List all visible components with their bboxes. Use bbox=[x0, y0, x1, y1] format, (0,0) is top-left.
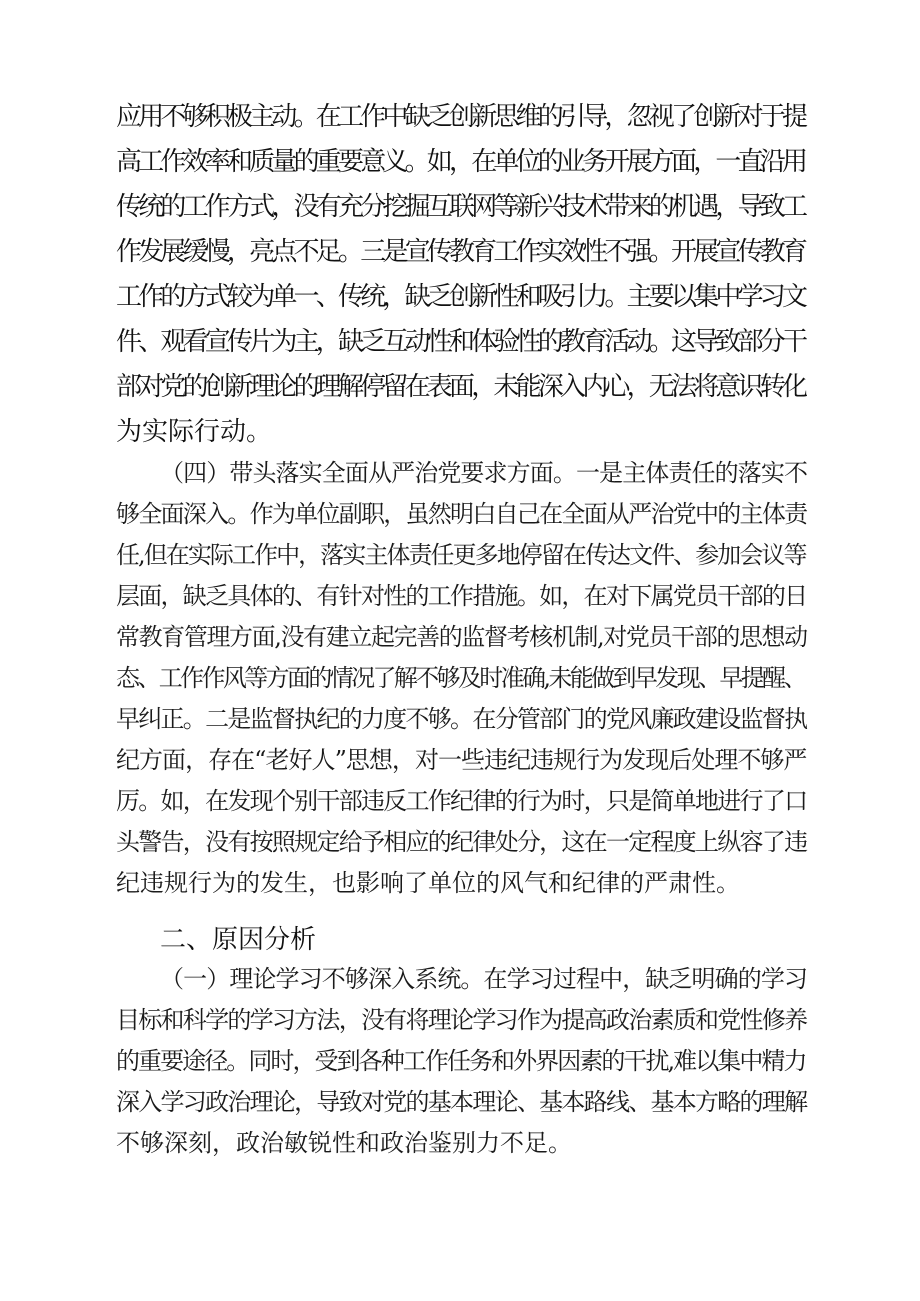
paragraph-line: 纪方面，存在“老好人”思想，对一些违纪违规行为发现后处理不够严 bbox=[116, 746, 807, 774]
paragraph-line: 厉。如，在发现个别干部违反工作纪律的行为时，只是简单地进行了口 bbox=[116, 787, 807, 815]
paragraph-line: 作发展缓慢，亮点不足。三是宣传教育工作实效性不强。开展宣传教育 bbox=[116, 237, 805, 267]
paragraph-line: 目标和科学的学习方法，没有将理论学习作为提高政治素质和党性修养 bbox=[116, 1006, 807, 1034]
paragraph-line: 任,但在实际工作中，落实主体责任更多地停留在传达文件、参加会议等 bbox=[116, 541, 806, 569]
paragraph-line: 深入学习政治理论，导致对党的基本理论、基本路线、基本方略的理解 bbox=[116, 1088, 807, 1116]
paragraph-line: 的重要途径。同时，受到各种工作任务和外界因素的干扰,难以集中精力 bbox=[116, 1047, 806, 1075]
paragraph-line: 不够深刻，政治敏锐性和政治鉴别力不足。 bbox=[116, 1129, 572, 1157]
paragraph-line: 高工作效率和质量的重要意义。如，在单位的业务开展方面，一直沿用 bbox=[116, 147, 805, 177]
paragraph-line: 为实际行动。 bbox=[116, 417, 273, 447]
paragraph-line: 早纠正。二是监督执纪的力度不够。在分管部门的党风廉政建设监督执 bbox=[116, 705, 807, 733]
paragraph-line: 常教育管理方面,没有建立起完善的监督考核机制,对党员干部的思想动 bbox=[116, 623, 807, 651]
paragraph-line: 态、工作作风等方面的情况了解不够及时准确,未能做到早发现、早提醒、 bbox=[116, 664, 805, 692]
paragraph-line: 件、观看宣传片为主，缺乏互动性和体验性的教育活动。这导致部分干 bbox=[116, 327, 805, 357]
paragraph-line: 传统的工作方式，没有充分挖掘互联网等新兴技术带来的机遇，导致工 bbox=[116, 192, 805, 222]
paragraph-line: 纪违规行为的发生，也影响了单位的风气和纪律的严肃性。 bbox=[116, 869, 740, 897]
paragraph-line: 够全面深入。作为单位副职，虽然明白自己在全面从严治党中的主体责 bbox=[116, 500, 807, 528]
section-heading: 二、原因分析 bbox=[160, 925, 317, 955]
paragraph-line: 层面，缺乏具体的、有针对性的工作措施。如，在对下属党员干部的日 bbox=[116, 582, 807, 610]
paragraph-line: 头警告，没有按照规定给予相应的纪律处分，这在一定程度上纵容了违 bbox=[116, 828, 807, 856]
paragraph-line: 部对党的创新理论的理解停留在表面，未能深入内心，无法将意识转化 bbox=[116, 372, 805, 402]
paragraph-line: （四）带头落实全面从严治党要求方面。一是主体责任的落实不 bbox=[160, 459, 808, 487]
paragraph-line: （一）理论学习不够深入系统。在学习过程中，缺乏明确的学习 bbox=[160, 965, 808, 993]
paragraph-line: 应用不够积极主动。在工作中缺乏创新思维的引导，忽视了创新对于提 bbox=[116, 102, 805, 132]
paragraph-line: 工作的方式较为单一、传统，缺乏创新性和吸引力。主要以集中学习文 bbox=[116, 282, 805, 312]
